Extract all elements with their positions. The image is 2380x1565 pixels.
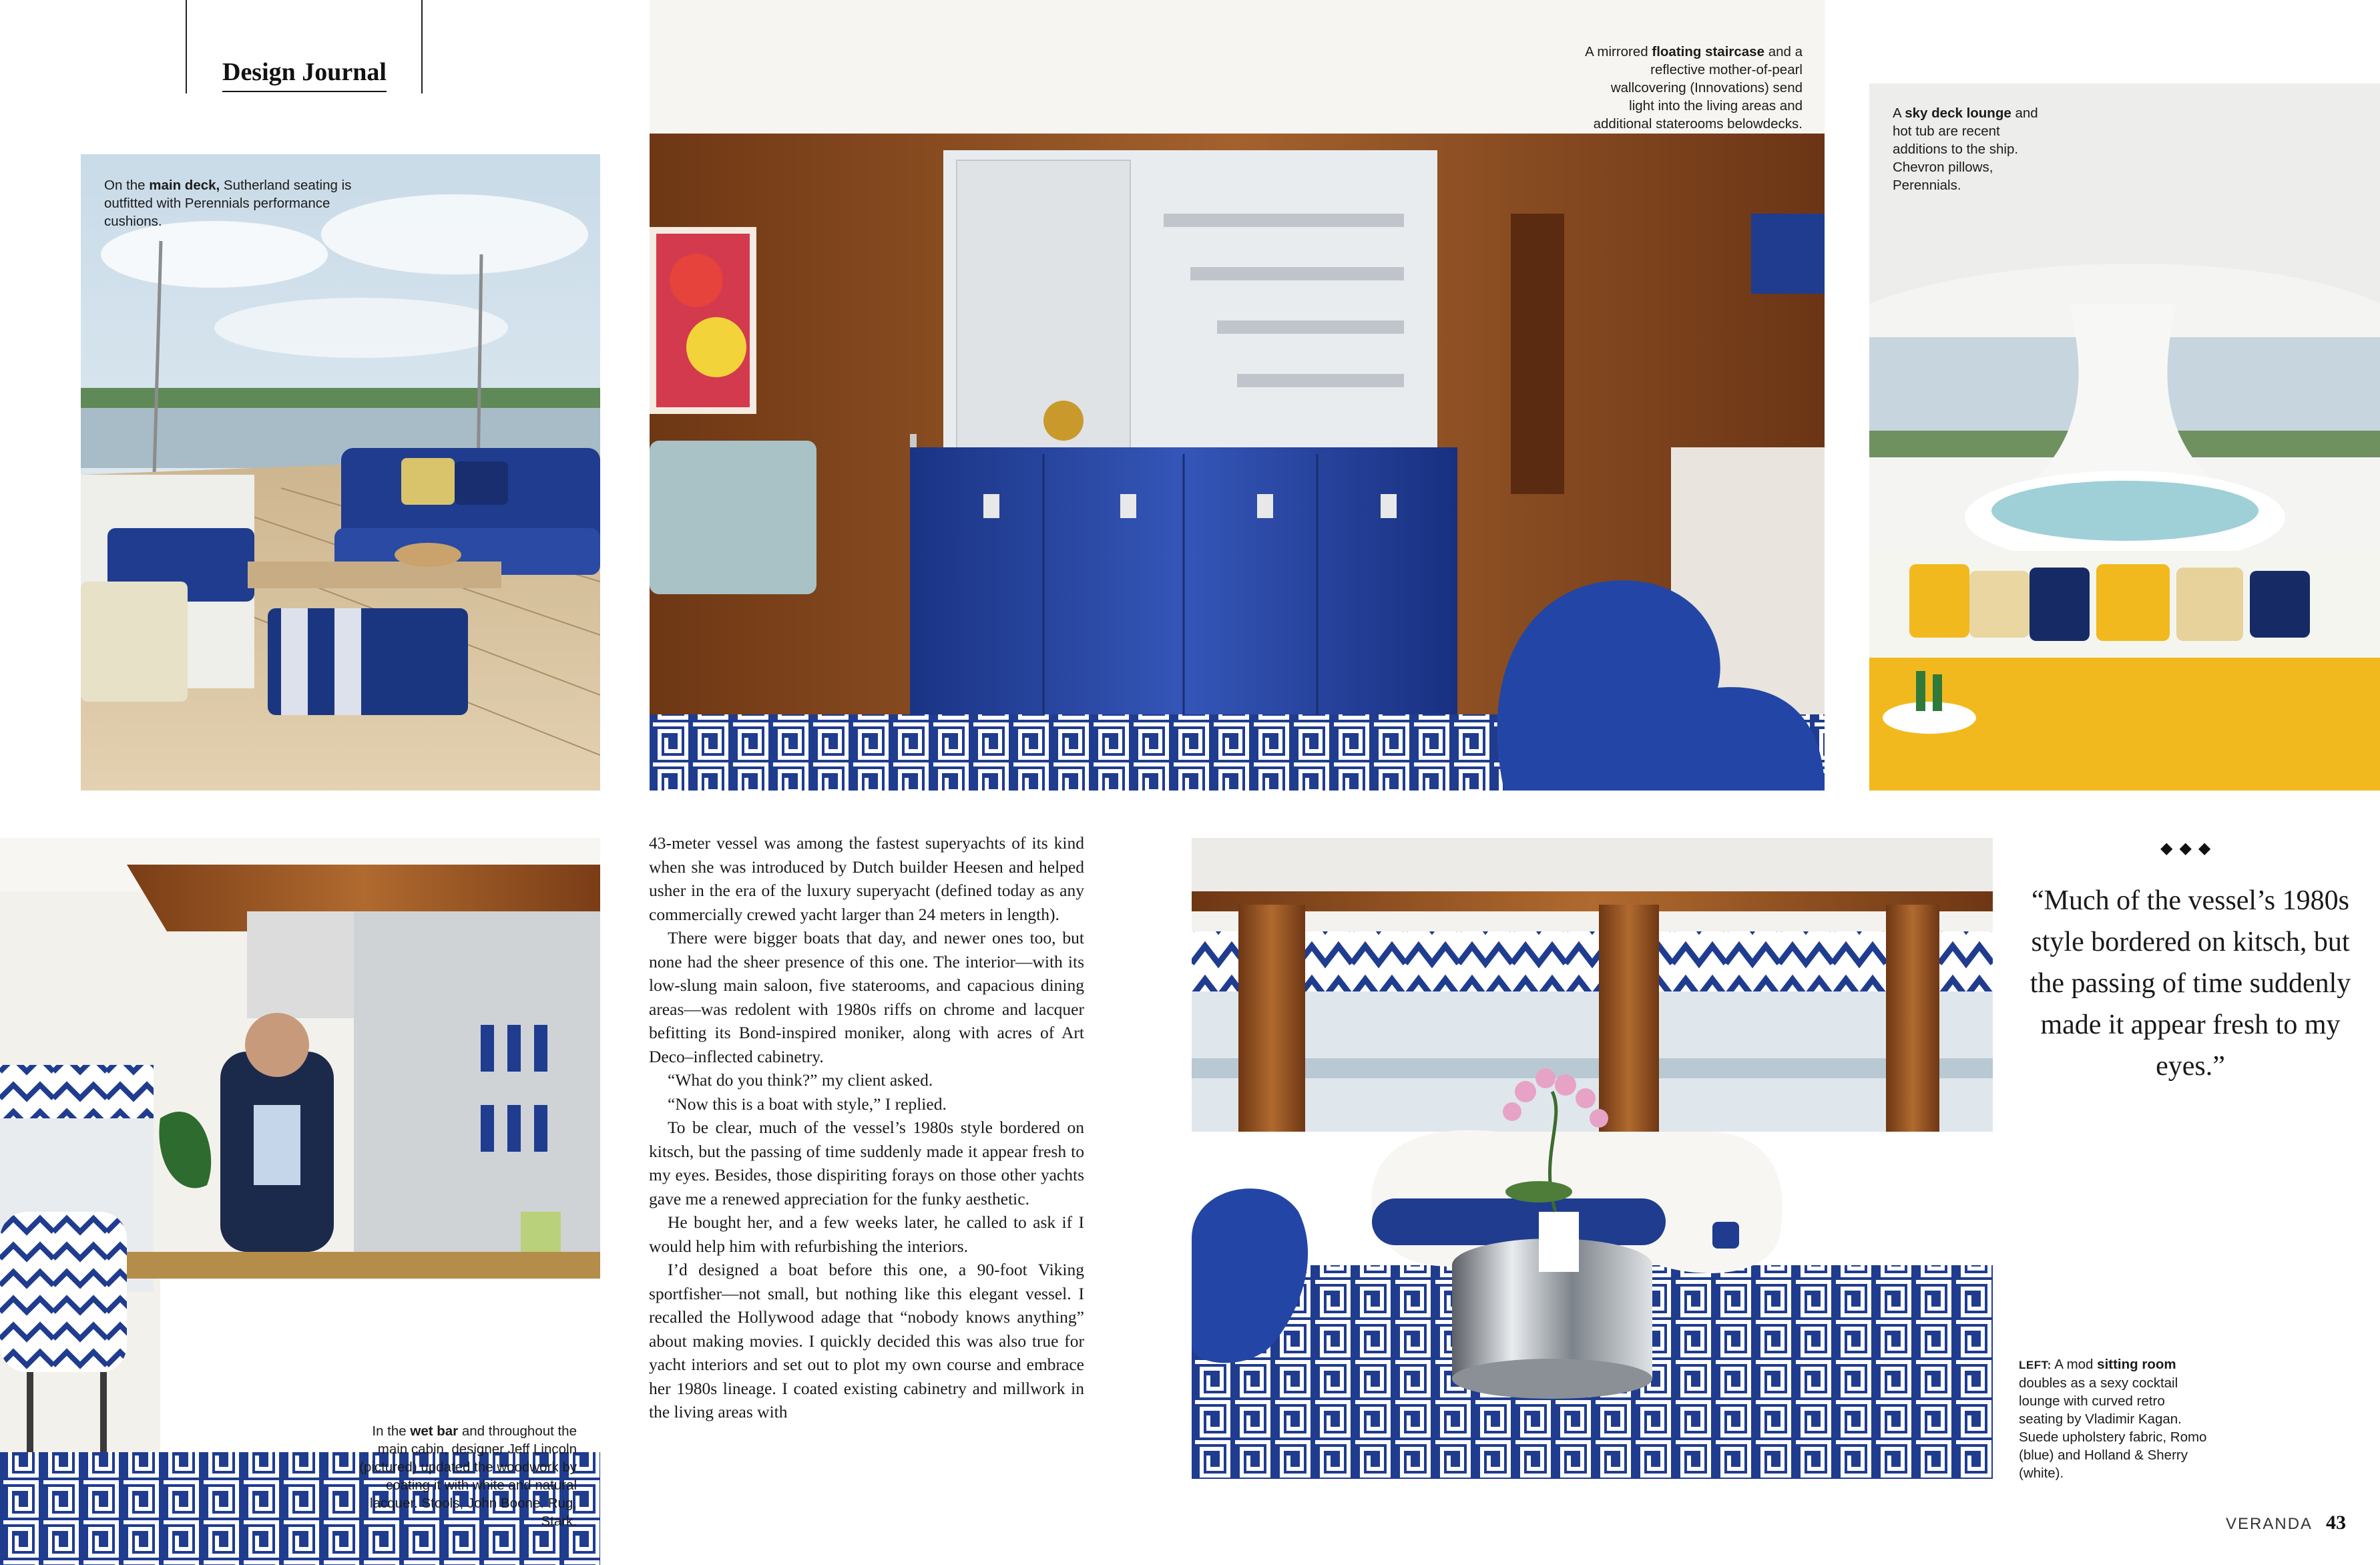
folio: [2226, 1512, 2346, 1534]
body-paragraph: “Now this is a boat with style,” I replied.: [668, 1094, 947, 1114]
magazine-name: VERANDA: [2226, 1515, 2313, 1533]
section-title: Design Journal: [222, 57, 387, 92]
caption-main-deck: On the main deck, Sutherland seating is outfitted with Perennials performance cushions.: [104, 178, 352, 229]
body-paragraph: 43-meter vessel was among the fastest superyachts of its kind when she was introduced by Dutch builder Heesen and helped usher in the era of the luxury superyacht (defined today as any commercially crewed yacht larger than 24 meters in length).: [649, 833, 1084, 924]
header-rule-right: [421, 0, 423, 93]
header-rule-left: [186, 0, 187, 93]
caption-sitting-room: LEFT: A mod sitting room doubles as a sexy cocktail lounge with curved retro seating by Vladimir Kagan. Suede upholstery fabric, Romo (blue) and Holland & Sherry (white).: [2019, 1357, 2207, 1481]
body-paragraph: There were bigger boats that day, and newer ones too, but none had the sheer presence of this one. The interior—with its low-slung main saloon, five staterooms, and capacious dining areas—was redolent with 1980s riffs on chrome and lacquer befitting its Bond-inspired moniker, along with acres of Art Deco–inflected cabinetry.: [649, 928, 1084, 1066]
ornament-diamonds: ◆◆◆: [2160, 839, 2218, 857]
caption-wet-bar: In the wet bar and throughout the main cabin, designer Jeff Lincoln (pictured) updated the woodwork by coating it with white and natural lacquer. Stools, John Boone. Rug, Stark.: [359, 1423, 577, 1529]
body-paragraph: He bought her, and a few weeks later, he called to ask if I would help him with refurbishing the interiors.: [649, 1212, 1084, 1256]
photo-sitting-room: [1192, 838, 1993, 1479]
body-paragraph: To be clear, much of the vessel’s 1980s style bordered on kitsch, but the passing of time suddenly made it appear fresh to my eyes. Besides, those dispiriting forays on those other yachts gave me a renewed appreciation for the funky aesthetic.: [649, 1118, 1084, 1208]
photo-main-deck: [81, 154, 600, 791]
pull-quote: “Much of the vessel’s 1980s style bordered on kitsch, but the passing of time suddenly made it appear fresh to my eyes.”: [2030, 885, 2351, 1082]
body-paragraph: I’d designed a boat before this one, a 90-foot Viking sportfisher—not small, but nothing like this elegant vessel. I recalled the Hollywood adage that “nobody knows anything” about making movies. I quickly decided this was also true for yacht interiors and set out to plot my own course and embrace her 1980s lineage. I coated existing cabinetry and millwork in the living areas with: [649, 1260, 1084, 1421]
article-body: [649, 831, 1084, 1424]
page-number: 43: [2326, 1512, 2347, 1534]
caption-sky-deck: A sky deck lounge and hot tub are recent additions to the ship. Chevron pillows, Perennials.: [1893, 105, 2038, 193]
caption-floating-staircase: A mirrored floating staircase and a reflective mother-of-pearl wallcovering (Innovations) send light into the living areas and additional staterooms belowdecks.: [1585, 44, 1803, 132]
body-paragraph: “What do you think?” my client asked.: [668, 1070, 933, 1090]
